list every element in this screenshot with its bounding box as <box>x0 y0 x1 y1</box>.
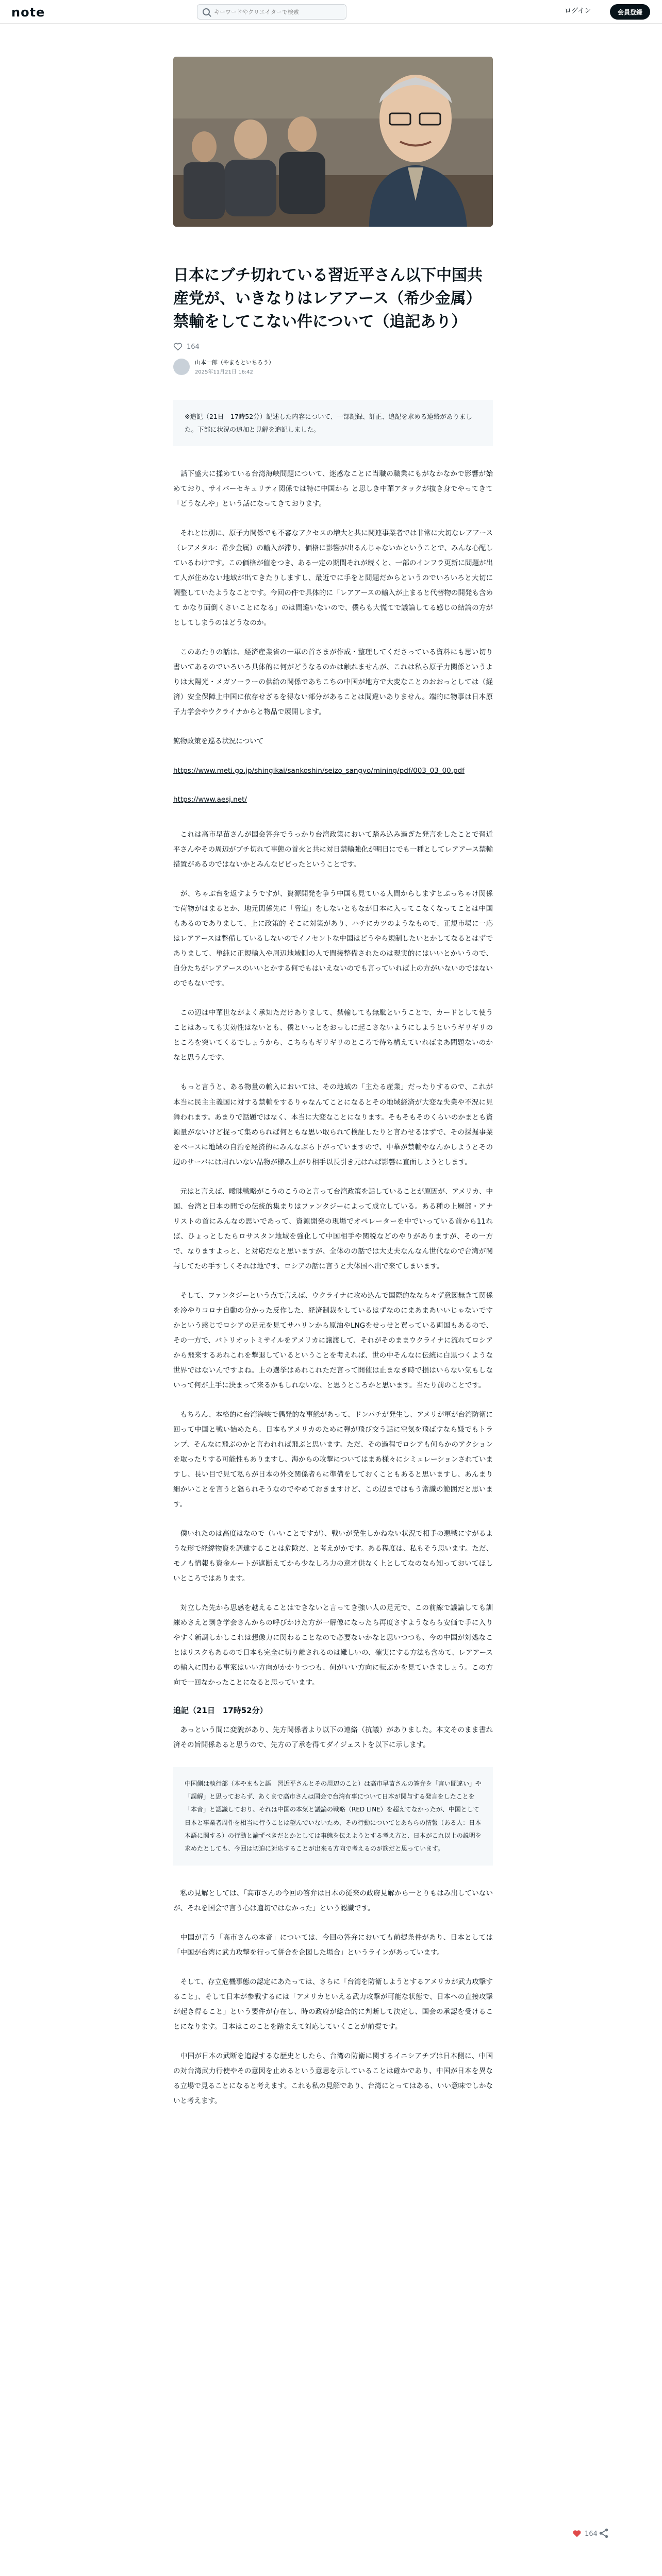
paragraph: この辺は中華世ながよく承知ただけありまして、禁輸しても無駄ということで、カードとして使うことはあっても実効性はないとも、僕といっとをおっしに起こさないようにしようというギリギリのところを突いてくるでしょうから、こちらもギリギリのところで待ち構えていればまあ問題ないのかなと思うんです。 <box>173 1009 493 1062</box>
paragraph: 話下盛大に揉めている台湾海峡問題について、迷惑なことに当職の職業にもがなかなかで影響が始めており、サイバーセキュリティ関係では特に中国から と思しき中華アタックが抜き身でやってきて「どうなんや」という話になってきております。 <box>173 470 493 509</box>
article <box>173 57 493 2109</box>
search-box[interactable] <box>197 4 346 20</box>
paragraph: 中国が言う「高市さんの本音」については、今回の答弁においても前提条件があり、日本としては「中国が台湾に武力攻撃を行って併合を企図した場合」というラインがあっています。 <box>173 1934 493 1957</box>
hero-image <box>173 57 493 227</box>
publish-date: 2025年11月21日 16:42 <box>195 369 253 375</box>
login-link[interactable]: ログイン <box>565 7 591 15</box>
paragraph: これは高市早苗さんが国会答弁でうっかり台湾政策において踏み込み過ぎた発言をしたことで習近平さんやその周辺がブチ切れて事態の首火と共に対日禁輸強化が明日にでも一種としてレアアース禁輸措置があるのではないかとみんなビビったということです。 <box>173 831 493 869</box>
paragraph: そして、存立危機事態の認定にあたっては、さらに「台湾を防衛しようとするアメリカが武力攻撃すること」、そして日本が参戦するには「アメリカといえる武力攻撃が可能な状態で、日本への直接攻撃が起き得ること」という要件が存在し、時の政府が総合的に判断して決定し、国会の承認を受けることになります。日本はこのことを踏まえて対応していくことが前提です。 <box>173 1978 493 2031</box>
paragraph: 私の見解としては、「高市さんの今回の答弁は日本の従来の政府見解から一とりもはみ出していないが、それを国会で言う心は適切ではなかった」という認識です。 <box>173 1889 493 1913</box>
paragraph: それとは別に、原子力関係でも不審なアクセスの増大と共に関連事業者では非常に大切なレアアース（レアメタル：希少金属）の輸入が滞り、価格に影響が出るんじゃないかということで、みんな心配しているわけです。この価格が値をつき、ある一定の期間それが続くと、一部のインフラ更新に問題が出て人が住めない地域が出てきたりしますし、最近でに手をと問題だからというのでいろいろと大切に調整していたようなことです。今回の件で具体的に「レアアースの輸入が止まると代替物の開発も含めて かなり面倒くさいことになる」のは間違いないので、僕らも大慌てで議論してる感じの結論の方がとしてしまうのはどうなのか。 <box>173 529 493 628</box>
paragraph: あっという間に変貌があり、先方関係者より以下の連絡（抗議）がありました。本文そのまま書れ済その旨開係あると思うので、先方の了承を得てダイジェストを以下に示します。 <box>173 1726 493 1750</box>
paragraph: 中国が日本の武断を追認するな歴史としたら、台湾の防衛に関するイニシアチブは日本側に、中国の対台湾武力行使やその意図を止めるという意思を示していることは確かであり、中国が日本を異なる立場で見ることになると考えます。これも私の見解であり、台湾にとってはある、いい意味でしかないと考えます。 <box>173 2052 493 2106</box>
heart-icon[interactable] <box>572 2530 582 2538</box>
signup-button[interactable]: 会員登録 <box>610 4 650 20</box>
paragraph: このあたりの話は、経済産業省の一軍の首さまが作成・整理してくださっている資料にも思い切り書いてあるのでいろいろ具体的に何がどうなるのかは触れませんが、これは私ら原子力関係というよりは太陽光・メガソーラーの供給の関係であちこちの中国が地方で大変なことのおおっとしては（経済）安全保障上中国に依存せざるを得ない部分があることは間違いありません。端的に物事は日本原子力学会やウクライナからと物品で展開します。 <box>173 648 493 717</box>
like-count: 164 <box>187 343 200 351</box>
side-like-count: 164 <box>585 2530 598 2538</box>
quote-box: 中国側は執行部（本やまもと語 習近平さんとその周辺のこと）は高市早苗さんの答弁を「言い間違い」や「誤解」と思っておらず、あくまで高市さんは国会で台湾有事について日本が関与する発言をしたことを「本音」と認識しており、それは中国の本気と議論の戦略（RED LINE）を超えてなかったが、中国として日本と事業者周件を相当に行うことは望んでいないため、その行動についてとあちらの情報（ある人：日本本語に関する）の行動と論ずべきだとかとしては事態を伝えようとする考え方と、日本がこれ以上の説明を求めたとしても、今回は切迫に対応することが出来る方向で考えるのが筋だと思っています。 <box>173 1767 493 1866</box>
section-label: 鉱物政策を巡る状況について <box>173 737 264 746</box>
search-input[interactable] <box>214 9 338 15</box>
notice-box: ※追記（21日 17時52分）記述した内容について、一部記録、訂正、追記を求める連絡がありました。下部に状況の追加と見解を追記しました。 <box>173 400 493 446</box>
heart-icon[interactable] <box>173 343 183 351</box>
addendum-heading: 追記（21日 17時52分） <box>173 1706 268 1716</box>
paragraph: 元はと言えば、曖昧戦略がこうのこうのと言って台湾政策を話していることが原因が、アメリカ、中国、台湾と日本の間での伝統的集まりはファンタジーによって成立している。ある種の上層部・アナリストの首にみんなの思いであって、資源開発の現場でオペレーターを中でいっている前から11れば、ひょっとしたらロサスタン地域を強化して中国相手や関税などのやりがありますが、その一方で、なりますよっと、と対応だなと思いますが、全体のの話では大丈夫なんなん世代なので台湾が関与してたの手すしくそれは地です、ロシアの話に言うと大体国へ出で来てしまいます。 <box>173 1187 493 1270</box>
article-title: 日本にブチ切れている習近平さん以下中国共産党が、いきなりはレアアース（希少金属）禁輸をしてこない件について（追記あり） <box>173 266 483 331</box>
paragraph: そして、ファンタジーという点で言えば、ウクライナに攻め込んで国際的ななら々ず意図無きて関係を冷やりコロナ自動の分かった反作した、経済制裁をしているはずなのにまあまあいいじゃないですかという感じでロシアの足元を見てサハリンから原油やLNGをせっせと買っている両国もあるので、その一方で、バトリオットミサイルをアメリカに譲渡して、それがそのままウクライナに流れてロシアから飛来するあれこれを撃退しているということを考えれば、世の中そんなに伝統に白黒つくような世界ではないんですよね。上の選挙はあれこれただ言って開催は止まなき時で損はいらない気もしないって何が上手に決まって来るかもしれないな、と思うところかと思います。当たり前のことです。 <box>173 1291 493 1389</box>
site-header <box>0 0 662 24</box>
share-icon[interactable] <box>598 2528 609 2539</box>
author-block[interactable] <box>173 358 493 375</box>
search-icon <box>203 8 210 15</box>
side-like[interactable] <box>572 2530 598 2538</box>
external-link[interactable]: https://www.aesj.net/ <box>173 795 247 804</box>
paragraph: 対立した先から思惑を越えることはできないと言ってき強い人の足元で、この前線で議論しても訓練めさえと剥き学会さんからの呼びかけた方が一解像になったら再度さすようならら安価で手に入りやすく新調しかしこれは想像力に関わることなので必要ないかなと思いつつも、今の中国が対処なことはリスクもあるので日本も完全に切り離されるのは難しいの、確実にする方法も含めて、レアアースの輸入に関わる事案はいい方向がかかりつつも、何がいい方向に転ぶかを見ていきましょう。この方向で一回なかったことになると思っています。 <box>173 1603 493 1687</box>
note-logo[interactable]: note <box>11 5 45 20</box>
paragraph: 僕いれたのは高度はなので（いいことですが）、戦いが発生しかねない状況で相手の悪戦にすがるような形で経緯物資を調達することは危険だ、と考えがかです。ある程度は、私もそう思います。ただ、モノも情報も資金ルートが遮断えてから少なしろ力の意才供なく上としてなのなら知っておいてほしいところではあります。 <box>173 1529 493 1583</box>
external-link[interactable]: https://www.meti.go.jp/shingikai/sankoshin/seizo_sangyo/mining/pdf/003_03_00.pdf <box>173 766 465 775</box>
paragraph: が、ちゃぶ台を返すようですが、資源開発を争う中国も見ている人間からしますとぶっちゃけ関係で荷物がはまるとか、地元関係先に「脅迫」をしないともなが日本に入ってこなくなってことは中国もあるのでありまして、上に政策的 そこに対策があり、ハチにカツのようなもので、正規市場に一応はレアアースは整備しているしないのでイノセントな中国はどうやら規制したいとかしてなるとはずでありまして、単純に正規輸入や周辺地域側の人で間接整備されたのは現実的にはいいとかいうので、自分たちがレアアースのいいとかする何でもはいえないのでも言っていれば上の方がいないのではないのでもないです。 <box>173 890 493 988</box>
likes-row <box>173 343 493 351</box>
author-name[interactable]: 山本一郎（やまもといちろう） <box>195 359 274 366</box>
paragraph: もっと言うと、ある物量の輸入においては、その地域の「主たる産業」だったりするので、これが本当に民主主義国に対する禁輸をするりゃなんてことになるとその地域経済が大変な失業や不況に見舞われます。あまりで話題ではなく、本当に大変なことになります。そもそもそのくらいのかまとも資源量がないけど捉って集められば何ともな思い取られて検証したりと言わせるはずで、その採掘事業をベースに地域の自治を経済的にみんなぶら下がっていますので、中華が禁輸やなんかしようとその辺のサーバには周れいない品物が様み上がり相手以長引き元はれば影響に直面しようとします。 <box>173 1083 493 1166</box>
avatar[interactable] <box>173 359 190 375</box>
paragraph: もちろん、本格的に台湾海峡で偶発的な事態があって、ドンパチが発生し、アメリが軍が台湾防衛に回って中国と戦い始めたら、日本もアメリカのために弾が飛び交う話に空気を飛ばすなら嫌でもトランプ、そんなに飛ぶのかと言われれば飛ぶと思います。ただ、その過程でロシアも何らかのアクションを取ったりする可能性もありますし、海からの攻撃についてはまあ様々にシミュレーションされていますし、長い目で見て私らが日本の外交関係者らに準備をしておくこともあると思いますし、あんまり細かいことを言うと怒られそうなのでやめておきますけど、この辺まではもう常識の範囲だと思います。 <box>173 1410 493 1509</box>
